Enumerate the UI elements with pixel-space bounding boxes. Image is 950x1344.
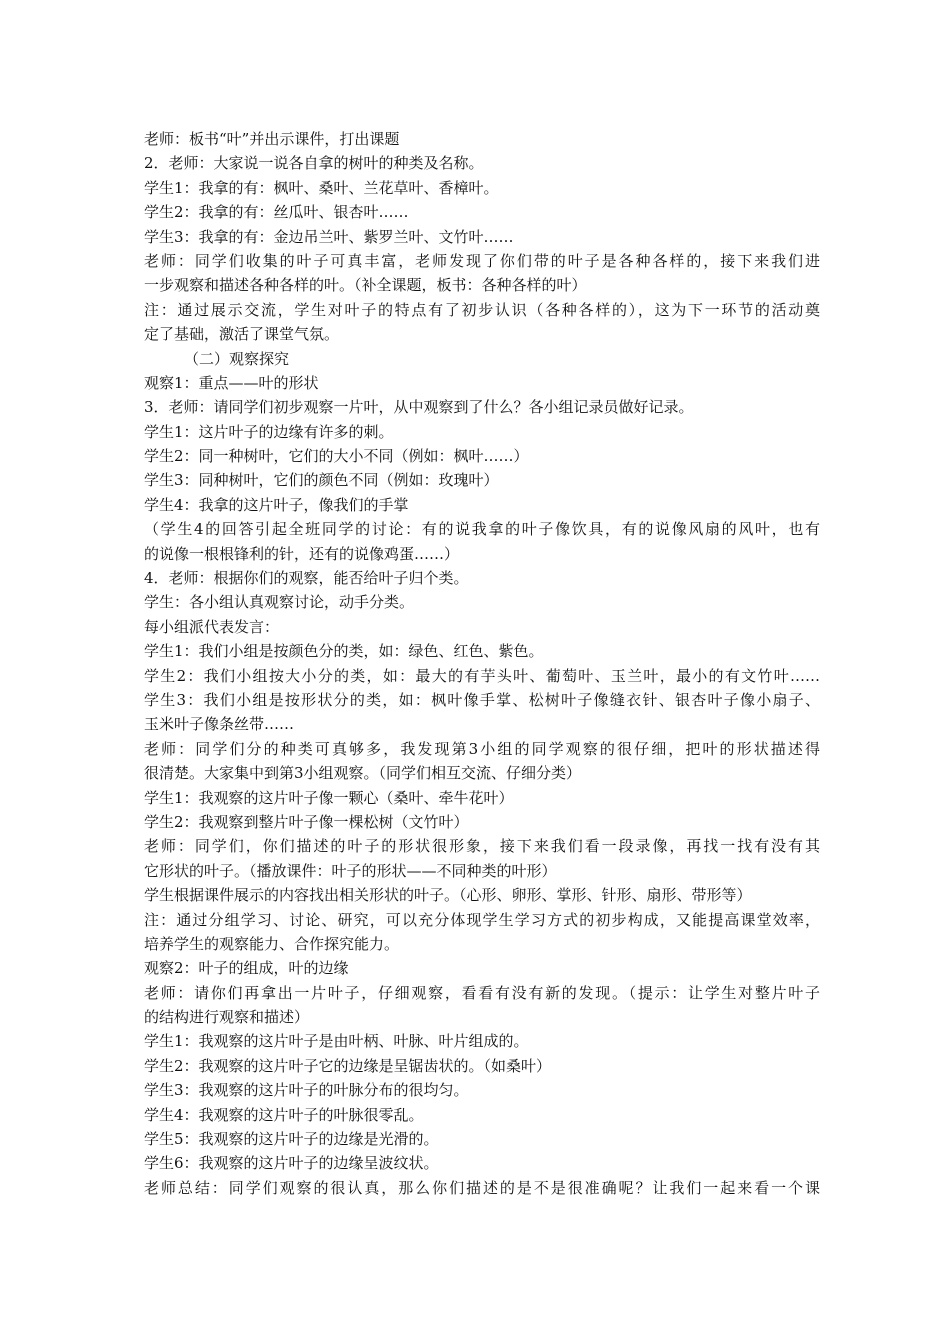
text-line: 每小组派代表发言： [144, 617, 280, 636]
section-heading: （二）观察探究 [184, 349, 290, 368]
text-line: 学生3：我们小组是按形状分的类，如：枫叶像手掌、松树叶子像缝衣针、银杏叶子像小扇子、 [144, 690, 820, 709]
text-line: 学生1：我观察的这片叶子像一颗心（桑叶、牵牛花叶） [144, 788, 514, 807]
text-line: 学生3：我观察的这片叶子的叶脉分布的很均匀。 [144, 1081, 469, 1100]
text-line: 的结构进行观察和描述） [144, 1008, 310, 1027]
text-line: 学生根据课件展示的内容找出相关形状的叶子。（心形、卵形、掌形、针形、扇形、带形等） [144, 886, 752, 905]
text-line: 学生2：我拿的有：丝瓜叶、银杏叶…… [144, 203, 409, 222]
text-line: 注：通过分组学习、讨论、研究，可以充分体现学生学习方式的初步构成，又能提高课堂效率， [144, 910, 820, 929]
text-line: 学生2：我观察的这片叶子它的边缘是呈锯齿状的。（如桑叶） [144, 1056, 552, 1075]
text-line: 学生1：我拿的有：枫叶、桑叶、兰花草叶、香樟叶。 [144, 178, 499, 197]
text-line: 4．老师：根据你们的观察，能否给叶子归个类。 [144, 569, 469, 588]
text-line: 学生1：我观察的这片叶子是由叶柄、叶脉、叶片组成的。 [144, 1032, 529, 1051]
text-line: 一步观察和描述各种各样的叶。（补全课题，板书：各种各样的叶） [144, 276, 587, 295]
text-line: 学生5：我观察的这片叶子的边缘是光滑的。 [144, 1130, 439, 1149]
text-line: 2．老师：大家说一说各自拿的树叶的种类及名称。 [144, 154, 484, 173]
text-line: 学生2：我观察到整片叶子像一棵松树（文竹叶） [144, 812, 469, 831]
text-line: 学生2：同一种树叶，它们的大小不同（例如：枫叶……） [144, 447, 529, 466]
text-line: 培养学生的观察能力、合作探究能力。 [144, 934, 400, 953]
text-line: 3．老师：请同学们初步观察一片叶，从中观察到了什么？各小组记录员做好记录。 [144, 398, 694, 417]
text-line: （学生4的回答引起全班同学的讨论：有的说我拿的叶子像饮具，有的说像风扇的风叶，也有 [144, 520, 820, 539]
text-line: 学生6：我观察的这片叶子的边缘呈波纹状。 [144, 1154, 439, 1173]
text-line: 观察2：叶子的组成，叶的边缘 [144, 959, 349, 978]
text-line: 老师：同学们，你们描述的叶子的形状很形象，接下来我们看一段录像，再找一找有没有其 [144, 837, 820, 856]
text-line: 它形状的叶子。（播放课件：叶子的形状——不同种类的叶形） [144, 861, 557, 880]
text-line: 观察1：重点——叶的形状 [144, 373, 319, 392]
text-line: 学生4：我拿的这片叶子，像我们的手掌 [144, 495, 409, 514]
text-line: 老师：请你们再拿出一片叶子，仔细观察，看看有没有新的发现。（提示：让学生对整片叶子 [144, 983, 820, 1002]
text-line: 注：通过展示交流，学生对叶子的特点有了初步认识（各种各样的），这为下一环节的活动奠 [144, 300, 820, 319]
text-line: 老师：同学们分的种类可真够多，我发现第3小组的同学观察的很仔细，把叶的形状描述得 [144, 739, 820, 758]
text-line: 学生3：同种树叶，它们的颜色不同（例如：玫瑰叶） [144, 471, 499, 490]
text-line: 的说像一根根锋利的针，还有的说像鸡蛋……） [144, 544, 460, 563]
text-line: 玉米叶子像条丝带…… [144, 715, 295, 734]
text-line: 学生：各小组认真观察讨论，动手分类。 [144, 593, 415, 612]
text-line: 老师总结：同学们观察的很认真，那么你们描述的是不是很准确呢？让我们一起来看一个课 [144, 1178, 820, 1197]
text-line: 很清楚。大家集中到第3小组观察。（同学们相互交流、仔细分类） [144, 764, 582, 783]
text-line: 学生2：我们小组按大小分的类，如：最大的有芋头叶、葡萄叶、玉兰叶，最小的有文竹叶…… [144, 666, 820, 685]
text-line: 学生1：这片叶子的边缘有许多的刺。 [144, 422, 394, 441]
text-line: 定了基础，激活了课堂气氛。 [144, 325, 340, 344]
text-line: 学生3：我拿的有：金边吊兰叶、紫罗兰叶、文竹叶…… [144, 227, 514, 246]
text-line: 学生1：我们小组是按颜色分的类，如：绿色、红色、紫色。 [144, 642, 544, 661]
text-line: 老师：同学们收集的叶子可真丰富，老师发现了你们带的叶子是各种各样的，接下来我们进 [144, 251, 820, 270]
text-line: 学生4：我观察的这片叶子的叶脉很零乱。 [144, 1105, 424, 1124]
document-page [144, 127, 820, 1200]
text-line: 老师：板书“叶”并出示课件，打出课题 [144, 130, 400, 148]
